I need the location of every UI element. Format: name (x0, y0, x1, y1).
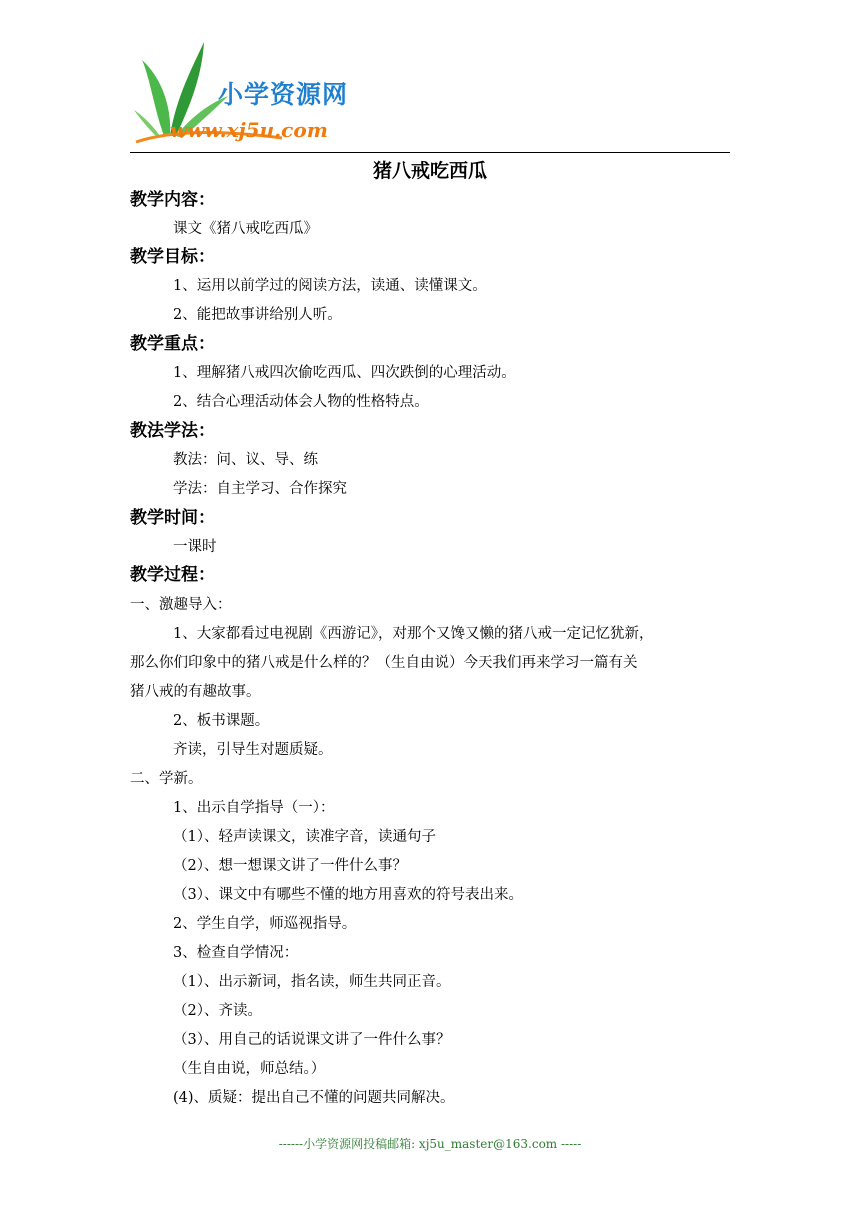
section-2-item-1-2: （2）、想一想课文讲了一件什么事？ (173, 858, 407, 874)
section-2-heading: 二、学新。 (130, 771, 203, 787)
section-1-paragraph-line-1: 1、大家都看过电视剧《西游记》，对那个又馋又懒的猪八戒一定记忆犹新， (173, 626, 654, 642)
section-1-paragraph-line-3: 猪八戒的有趣故事。 (130, 684, 261, 700)
time-heading: 教学时间： (130, 508, 215, 528)
time-text: 一课时 (173, 539, 217, 555)
section-2-item-3-3: （3）、用自己的话说课文讲了一件什么事？ (173, 1032, 451, 1048)
goal-item-1: 1、运用以前学过的阅读方法，读通、读懂课文。 (173, 278, 487, 294)
key-item-2: 2、结合心理活动体会人物的性格特点。 (173, 394, 429, 410)
logo-title: 小学资源网 (218, 80, 349, 109)
header-rule (130, 152, 730, 153)
goal-item-2: 2、能把故事讲给别人听。 (173, 307, 342, 323)
section-2-item-3-3b: （生自由说，师总结。） (173, 1061, 326, 1077)
section-2-item-3-2: （2）、齐读。 (173, 1003, 262, 1019)
content-text: 课文《猪八戒吃西瓜》 (173, 221, 318, 237)
section-2-item-1-1: （1）、轻声读课文，读准字音，读通句子 (173, 829, 436, 845)
section-2-item-2: 2、学生自学，师巡视指导。 (173, 916, 357, 932)
site-logo (132, 38, 352, 150)
document-title: 猪八戒吃西瓜 (372, 160, 487, 182)
method-item-2: 学法：自主学习、合作探究 (173, 481, 347, 497)
section-1-item-2: 2、板书课题。 (173, 713, 270, 729)
method-item-1: 教法：问、议、导、练 (173, 452, 318, 468)
section-2-item-3: 3、检查自学情况： (173, 945, 299, 961)
section-1-item-2b: 齐读，引导生对题质疑。 (173, 742, 333, 758)
key-heading: 教学重点： (130, 334, 215, 354)
logo-url: www.xj5u.com (170, 118, 328, 142)
goal-heading: 教学目标： (130, 247, 215, 267)
section-1-paragraph-line-2: 那么你们印象中的猪八戒是什么样的？（生自由说）今天我们再来学习一篇有关 (130, 655, 638, 671)
section-2-item-1: 1、出示自学指导（一）： (173, 800, 335, 816)
section-2-item-3-4: (4)、质疑：提出自己不懂的问题共同解决。 (173, 1090, 455, 1106)
section-2-item-1-3: （3）、课文中有哪些不懂的地方用喜欢的符号表出来。 (173, 887, 523, 903)
section-2-item-3-1: （1）、出示新词，指名读，师生共同正音。 (173, 974, 451, 990)
method-heading: 教法学法： (130, 421, 215, 441)
process-heading: 教学过程： (130, 565, 215, 585)
content-heading: 教学内容： (130, 190, 215, 210)
footer-contact: ------小学资源网投稿邮箱: xj5u_master@163.com ----- (278, 1137, 582, 1151)
key-item-1: 1、理解猪八戒四次偷吃西瓜、四次跌倒的心理活动。 (173, 365, 516, 381)
section-1-heading: 一、激趣导入： (130, 597, 232, 613)
